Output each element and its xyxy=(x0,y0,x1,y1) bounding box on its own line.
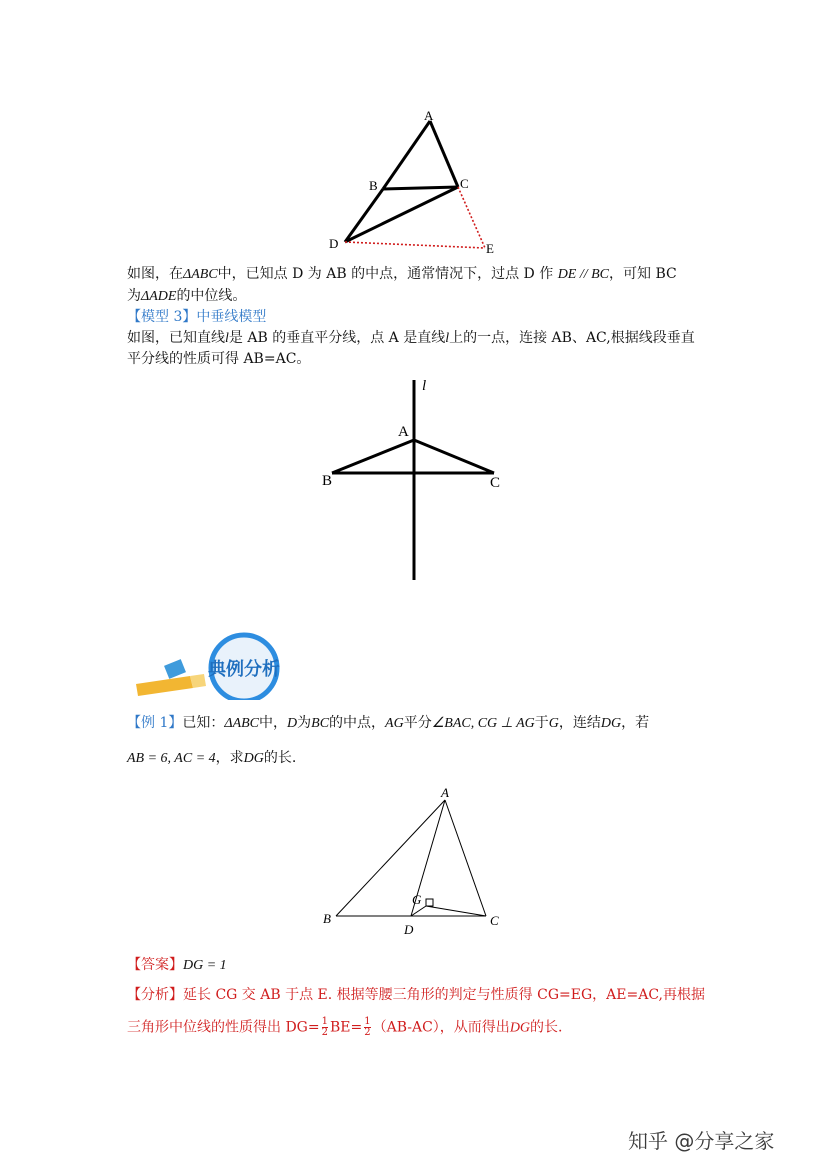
analysis-line1 xyxy=(127,985,705,1005)
text-segment: （AB-AC），从而得出 xyxy=(372,1019,510,1036)
figure-perpendicular-bisector xyxy=(310,370,520,590)
segment-ab xyxy=(383,121,430,189)
segment-ac xyxy=(414,440,494,473)
text-segment: 于 xyxy=(534,715,549,731)
fraction-one-half xyxy=(364,1017,370,1038)
text-segment: 的中位线。 xyxy=(176,288,247,304)
label-d: D xyxy=(329,236,339,251)
text-segment: ，可知 BC xyxy=(609,266,677,282)
figure-example1-triangle xyxy=(315,780,520,940)
math-dg: DG xyxy=(243,751,264,766)
label-a: A xyxy=(441,785,449,800)
watermark: 知乎 @分享之家 xyxy=(628,1129,775,1153)
text-segment: 如图，已知直线 xyxy=(127,330,225,346)
math-dg: DG xyxy=(509,1020,531,1036)
label-b: B xyxy=(369,178,378,193)
answer-value: DG = 1 xyxy=(183,958,227,973)
text-segment: 中，已知点 D 为 AB 的中点，通常情况下，过点 D 作 xyxy=(217,266,554,282)
fraction-denominator: 2 xyxy=(364,1027,371,1038)
text-segment: ，连结 xyxy=(558,715,601,731)
right-angle-mark xyxy=(426,899,433,906)
label-a: A xyxy=(398,424,409,440)
segment-ac xyxy=(445,800,486,916)
math-bc: BC xyxy=(311,716,330,731)
math-given: AB = 6, AC = 4 xyxy=(127,751,216,766)
paragraph-midline-line1 xyxy=(127,264,677,285)
text-segment: ，求 xyxy=(215,750,244,766)
fraction-one-half xyxy=(322,1017,328,1038)
model3-heading: 【模型 3】中垂线模型 xyxy=(127,309,267,325)
text-segment: ，若 xyxy=(621,715,650,731)
fraction-numerator: 1 xyxy=(321,1016,328,1027)
math-angle: ∠BAC, CG ⊥ AG xyxy=(431,716,535,731)
label-b: B xyxy=(322,473,333,489)
answer-tag: 【答案】 xyxy=(127,957,183,973)
example-tag: 【例 1】 xyxy=(127,715,183,731)
label-e: E xyxy=(486,241,494,256)
math-d: D xyxy=(287,716,298,731)
text-segment: 延长 CG 交 AB 于点 E. 根据等腰三角形的判定与性质得 CG=EG，AE=AC,再根据 xyxy=(183,987,705,1003)
label-c: C xyxy=(490,913,499,928)
text-segment: 的中点， xyxy=(329,715,386,731)
answer-line xyxy=(127,955,227,976)
label-a: A xyxy=(424,108,434,123)
badge-example-analysis xyxy=(130,628,295,700)
text-segment: 为 xyxy=(127,288,141,304)
example1-line1 xyxy=(127,713,649,734)
math-triangle-abc: ΔABC xyxy=(183,267,218,282)
paragraph-midline-line2 xyxy=(127,286,246,307)
model3-line1 xyxy=(127,328,695,349)
fraction-denominator: 2 xyxy=(321,1027,328,1038)
text-segment: 的长. xyxy=(530,1019,563,1036)
analysis-line2 xyxy=(127,1017,563,1039)
segment-gc xyxy=(426,906,486,916)
math-line-l: l xyxy=(445,331,450,346)
math-line-l: l xyxy=(225,331,229,346)
figure-midline-triangle xyxy=(320,100,520,260)
analysis-tag: 【分析】 xyxy=(127,987,183,1003)
pencil-icon xyxy=(136,659,206,696)
math-triangle: ΔABC xyxy=(224,716,260,731)
text-segment: 中， xyxy=(259,715,288,731)
text-segment: 平分 xyxy=(403,715,432,731)
example1-line2 xyxy=(127,748,296,769)
fraction-numerator: 1 xyxy=(364,1016,371,1027)
segment-ba xyxy=(332,440,414,473)
math-dg: DG xyxy=(600,716,622,731)
math-de-parallel-bc: DE // BC xyxy=(557,267,610,282)
math-g: G xyxy=(548,716,559,731)
label-b: B xyxy=(323,911,331,926)
segment-de-dotted xyxy=(345,242,485,248)
text-segment: 如图，在 xyxy=(127,266,183,282)
text-segment: BE= xyxy=(329,1019,363,1036)
math-ag: AG xyxy=(385,716,404,731)
badge-text: 典例分析 xyxy=(208,659,280,680)
label-c: C xyxy=(490,475,501,491)
label-l: l xyxy=(422,378,427,394)
segment-bc xyxy=(383,187,458,189)
text-segment: 上的一点，连接 AB、AC,根据线段垂直 xyxy=(449,330,695,346)
text-segment: 已知： xyxy=(182,715,225,731)
text-segment: 是 AB 的垂直平分线，点 A 是直线 xyxy=(228,330,446,346)
label-g: G xyxy=(412,892,422,907)
segment-ac xyxy=(430,121,458,187)
text-segment: 三角形中位线的性质得出 DG= xyxy=(127,1019,320,1036)
model3-line2: 平分线的性质可得 AB=AC。 xyxy=(127,351,311,367)
text-segment: 为 xyxy=(297,715,312,731)
text-segment: 的长. xyxy=(263,750,297,766)
label-d: D xyxy=(404,922,414,937)
segment-ce-dotted xyxy=(458,187,485,248)
label-c: C xyxy=(460,176,469,191)
segment-dc xyxy=(345,187,458,242)
math-triangle-ade: ΔADE xyxy=(141,289,177,304)
